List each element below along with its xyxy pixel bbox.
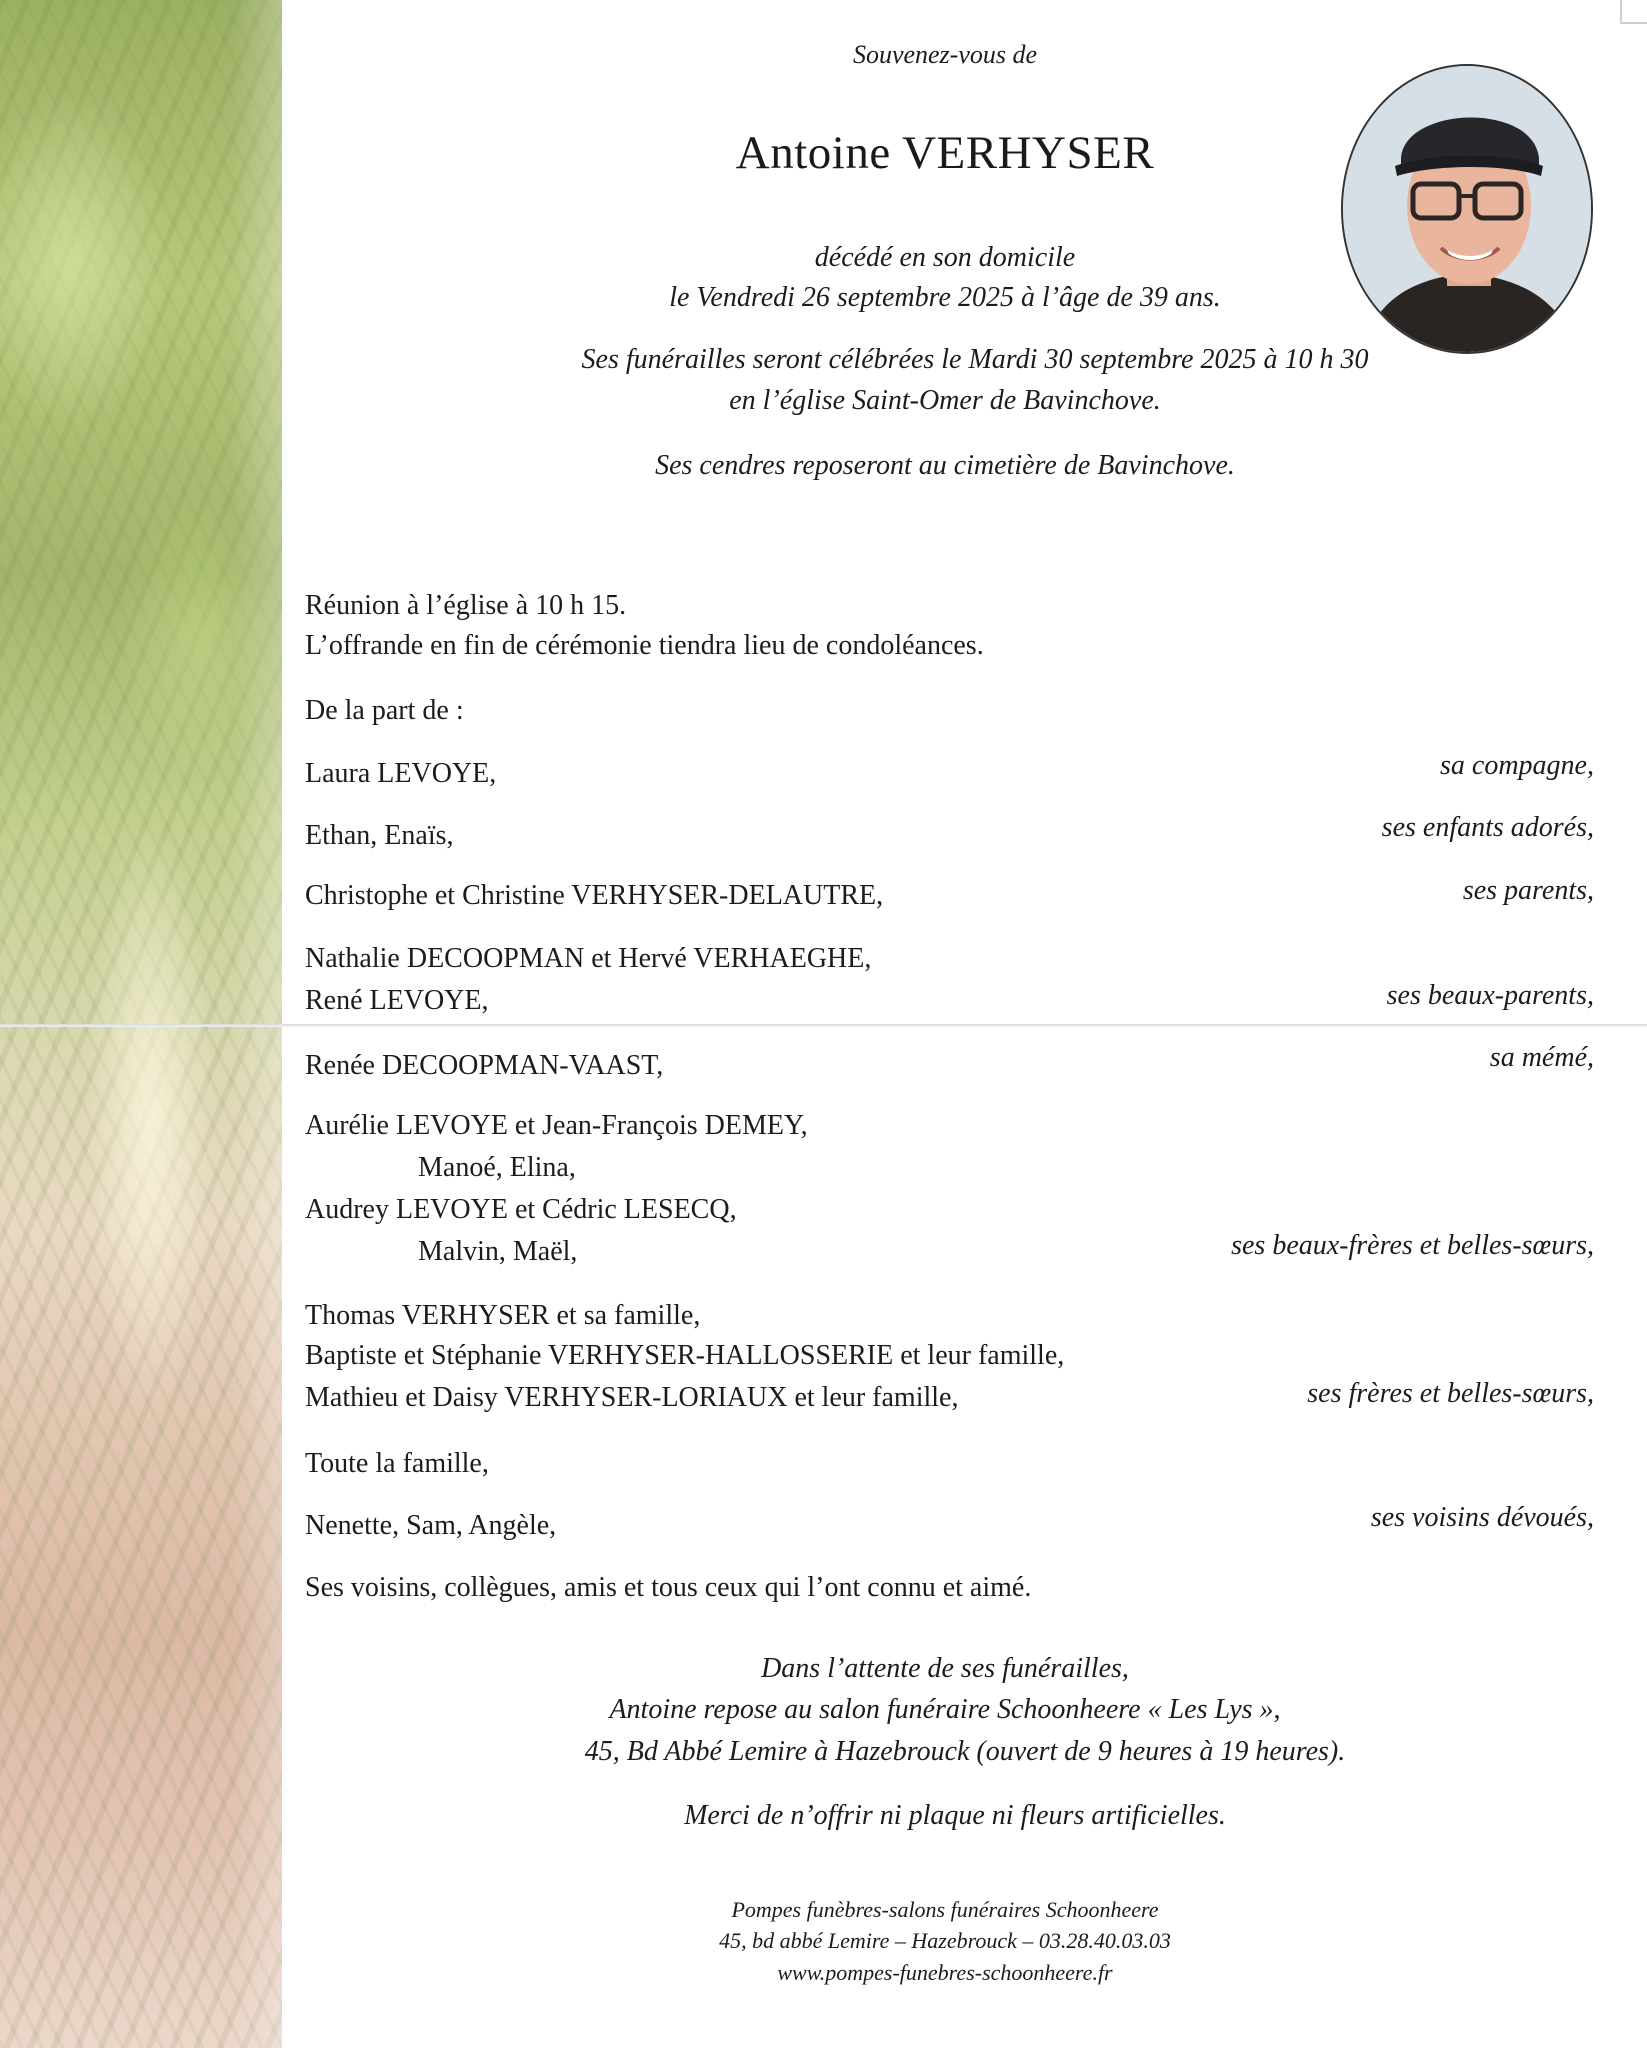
family-name: Laura LEVOYE, (305, 758, 497, 789)
family-relation: ses beaux-parents, (1386, 980, 1594, 1011)
corner-crop-mark (1620, 0, 1647, 24)
rest-line-1: Dans l’attente de ses funérailles, (761, 1653, 1129, 1684)
deceased-name: Antoine VERHYSER (735, 127, 1155, 179)
family-relation: ses voisins dévoués, (1370, 1502, 1594, 1533)
family-name: Aurélie LEVOYE et Jean-François DEMEY, (305, 1110, 808, 1141)
family-name: Ses voisins, collègues, amis et tous ceux qui l’ont connu et aimé. (305, 1572, 1032, 1603)
funeral-line-2: en l’église Saint-Omer de Bavinchove. (729, 385, 1161, 416)
family-relation: ses parents, (1462, 875, 1594, 906)
family-name: Nenette, Sam, Angèle, (305, 1510, 557, 1541)
family-name: Mathieu et Daisy VERHYSER-LORIAUX et leur famille, (305, 1382, 959, 1413)
family-relation: ses enfants adorés, (1381, 812, 1594, 843)
family-name: Malvin, Maël, (418, 1236, 578, 1267)
family-name: Thomas VERHYSER et sa famille, (305, 1300, 701, 1331)
rest-line-2: Antoine repose au salon funéraire Schoonheere « Les Lys », (609, 1694, 1281, 1725)
family-relation: ses beaux-frères et belles-sœurs, (1231, 1230, 1594, 1261)
family-name: Audrey LEVOYE et Cédric LESECQ, (305, 1194, 737, 1225)
ashes-text: Ses cendres reposeront au cimetière de Bavinchove. (655, 450, 1235, 481)
rest-line-3: 45, Bd Abbé Lemire à Hazebrouck (ouvert de 9 heures à 19 heures). (584, 1736, 1346, 1767)
fold-line (0, 1024, 1647, 1027)
death-line-2: le Vendredi 26 septembre 2025 à l’âge de 39 ans. (669, 282, 1221, 313)
death-line-1: décédé en son domicile (814, 242, 1076, 273)
family-relation: ses frères et belles-sœurs, (1307, 1378, 1594, 1409)
family-name: Renée DECOOPMAN-VAAST, (305, 1050, 664, 1081)
company-name: Pompes funèbres-salons funéraires Schoonheere (731, 1897, 1159, 1922)
company-website: www.pompes-funebres-schoonheere.fr (777, 1960, 1113, 1985)
company-address: 45, bd abbé Lemire – Hazebrouck – 03.28.40.03.03 (719, 1928, 1171, 1953)
family-name: Ethan, Enaïs, (305, 820, 454, 851)
funeral-line-1: Ses funérailles seront célébrées le Mardi 30 septembre 2025 à 10 h 30 (581, 344, 1369, 375)
meeting-text: Réunion à l’église à 10 h 15. (305, 590, 627, 621)
intro-text: Souvenez-vous de (852, 40, 1038, 69)
from-label: De la part de : (305, 695, 464, 726)
family-name: René LEVOYE, (305, 985, 489, 1016)
family-relation: sa mémé, (1489, 1042, 1594, 1073)
family-name: Manoé, Elina, (418, 1152, 576, 1183)
family-name: Baptiste et Stéphanie VERHYSER-HALLOSSERIE et leur famille, (305, 1340, 1065, 1371)
family-name: Toute la famille, (305, 1448, 489, 1479)
offering-text: L’offrande en fin de cérémonie tiendra lieu de condoléances. (305, 630, 984, 661)
family-relation: sa compagne, (1440, 750, 1594, 781)
family-name: Nathalie DECOOPMAN et Hervé VERHAEGHE, (305, 943, 872, 974)
flowers-note: Merci de n’offrir ni plaque ni fleurs artificielles. (684, 1800, 1226, 1831)
family-name: Christophe et Christine VERHYSER-DELAUTRE, (305, 880, 884, 911)
